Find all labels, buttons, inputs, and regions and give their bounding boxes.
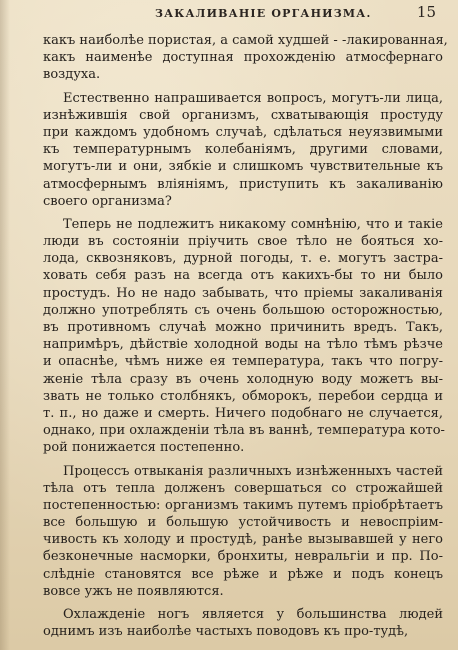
body-text [43,32,448,640]
paragraph [43,463,443,601]
text-line: однако, при охлажденіи тѣла въ ваннѣ, температура кото- [43,423,445,439]
text-line: въ противномъ случаѣ можно причинить вредъ. Такъ, [43,320,443,335]
text-line: къ температурнымъ колебаніямъ, другими словами, [43,142,443,158]
text-line: напримѣръ, дѣйствіе холодной воды на тѣло тѣмъ рѣзче [43,337,443,353]
text-line: лода, сквозняковъ, дурной погоды, т. е. могутъ застра- [43,251,443,267]
text-line: Теперь не подлежитъ никакому сомнѣнію, что и такіе [63,216,443,232]
paragraph [43,90,443,210]
text-line: однимъ изъ наиболѣе частыхъ поводовъ къ про-тудѣ, [43,624,409,640]
text-line: постепенностью: организмъ такимъ путемъ пріобрѣтаетъ [43,497,443,513]
text-line: Охлажденіе ногъ является у большинства людей [63,607,443,622]
text-line: звать не только столбнякъ, обморокъ, перебои сердца и [43,388,443,404]
text-line: ховать себя разъ на всегда отъ какихъ-бы то ни было [43,268,443,284]
paragraph [43,216,443,457]
text-line: тѣла отъ тепла долженъ совершаться со строжайшей [43,480,443,496]
text-line: Естественно напрашивается вопросъ, могутъ-ли лица, [63,90,443,106]
text-line: люди въ состояніи пріучить свое тѣло не бояться хо- [43,234,443,250]
page-header [0,0,458,30]
paragraph [43,32,448,84]
text-line: какъ наименѣе доступная прохожденію атмосфернаго [43,50,443,66]
text-line: простудъ. Но не надо забывать, что пріемы закаливанія [43,285,443,301]
text-line: чивость къ холоду и простудѣ, ранѣе вызывавшей у него [43,532,443,548]
text-line: своего организма? [43,193,172,209]
page-spine-shadow [0,0,10,650]
text-line: слѣдніе становятся все рѣже и рѣже и подъ конецъ [43,566,443,582]
running-title: ЗАКАЛИВАНІЕ ОРГАНИЗМА. [155,7,372,20]
text-line: воздуха. [43,67,101,83]
text-line: все большую и большую устойчивость и невоспріим- [43,515,443,531]
text-line: какъ наиболѣе пористая, а самой худшей - -лакированная, [43,33,448,48]
page-number: 15 [416,3,436,21]
text-line: должно употреблять съ очень большою осторожностью, [43,302,443,318]
text-line: т. п., но даже и смерть. Ничего подобнаго не случается, [43,405,443,421]
text-line: при каждомъ удобномъ случаѣ, сдѣлаться неуязвимыми [43,124,443,140]
text-line: женіе тѣла сразу въ очень холодную воду можетъ вы- [43,371,443,387]
paragraph [43,606,443,640]
text-line: изнѣжившія свой организмъ, схватывающія простуду [43,107,443,123]
text-line: безконечные насморки, бронхиты, невральгіи и пр. По- [43,549,443,565]
text-line: вовсе ужъ не появляются. [43,583,224,599]
text-line: и опаснѣе, чѣмъ ниже ея температура, такъ что погру- [43,354,443,370]
text-line: рой понижается постепенно. [43,440,245,456]
text-line: атмосфернымъ вліяніямъ, приступить къ закаливанію [43,176,443,192]
text-line: Процессъ отвыканія различныхъ изнѣженныхъ частей [63,463,443,479]
text-line: могутъ-ли и они, зябкіе и слишкомъ чувствительные къ [43,159,443,175]
